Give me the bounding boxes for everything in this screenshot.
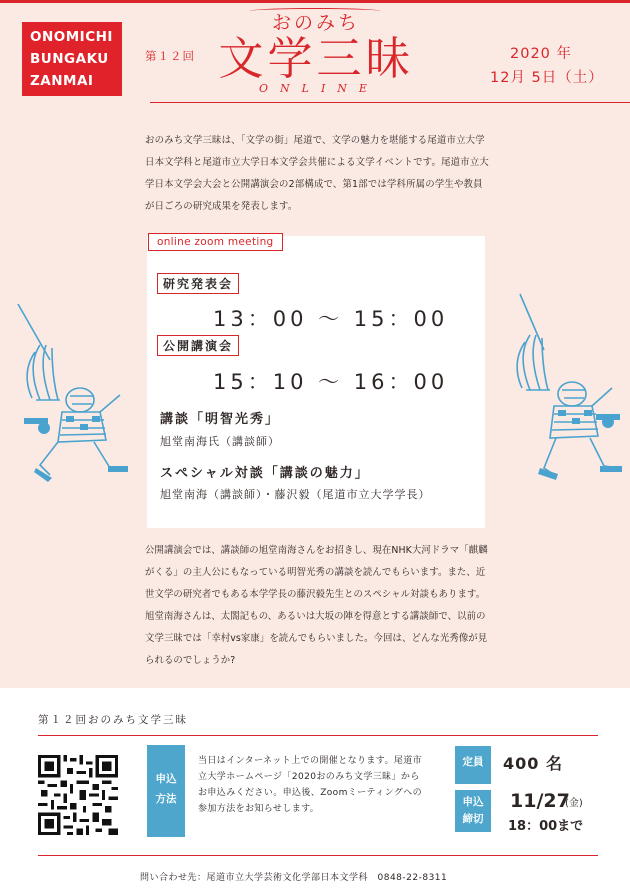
page-title: 文学三昧 (218, 32, 415, 85)
deadline-label (455, 790, 491, 832)
session1-label: 研究発表会 (157, 273, 239, 294)
deadline-time: 18：00まで (508, 819, 584, 834)
logo-line-2: BUNGAKU (30, 51, 109, 67)
session2-time: 15：10 〜 16：00 (213, 370, 449, 394)
online-label: ONLINE (259, 82, 379, 95)
footer-rule-bottom (38, 855, 598, 856)
top-rule (0, 0, 630, 3)
logo-box (22, 22, 122, 96)
qr-code-icon[interactable] (38, 755, 118, 835)
talk1-title: 講談「明智光秀」 (160, 412, 281, 427)
footer-title: 第１２回おのみち文学三昧 (38, 714, 188, 726)
session1-time: 13：00 〜 15：00 (213, 307, 449, 331)
capacity-label: 定員 (455, 746, 491, 784)
header-rule (150, 102, 630, 103)
zoom-meeting-tag: online zoom meeting (148, 233, 283, 251)
apply-method-label (147, 745, 185, 837)
footer-rule (38, 735, 598, 736)
deadline-date: 11/27 (510, 790, 570, 812)
logo-line-3: ZANMAI (30, 73, 94, 89)
capacity-value: 400 名 (503, 754, 563, 773)
samurai-illustration-right (500, 290, 625, 500)
deadline-label-line2: 締切 (462, 813, 484, 825)
deadline-weekday: (金) (565, 798, 583, 809)
talk2-speaker: 旭堂南海（講談師）・藤沢毅（尾道市立大学学長） (160, 488, 431, 501)
apply-label-line2: 方法 (155, 793, 177, 805)
intro-paragraph: おのみち文学三昧は、「文学の街」尾道で、文学の魅力を堪能する尾道市立大学日本文学科と尾道市立大学日本文学会共催による文学イベントです。尾道市立大学日本文学会大会と公開講演会の2部構成で、第1部では学科所属の学生や教員が日ごろの研究成果を発表します。 (145, 135, 489, 212)
apply-label-line1: 申込 (155, 773, 177, 785)
talk1-speaker: 旭堂南海氏（講談師） (160, 435, 280, 448)
event-year: 2020 年 (510, 46, 573, 62)
lecture-description: 公開講演会では、講談師の旭堂南海さんをお招きし、現在NHK大河ドラマ「麒麟がくる」の主人公にもなっている明智光秀の講談を読んでもらいます。また、近世文学の研究者でもある本学学長の藤沢毅先生とのスペシャル対談もあります。旭堂南海さんは、太閤記もの、あるいは大坂の陣を得意とする講談師で、以前の文学三昧では「幸村vs家康」を読んでもらいました。今回は、どんな光秀像が見られるのでしょうか? (145, 545, 488, 666)
title-kana: おのみち (271, 12, 360, 34)
session2-label: 公開講演会 (157, 335, 239, 356)
contact-info: 問い合わせ先：尾道市立大学芸術文化学部日本文学科 0848-22-8311 (140, 873, 448, 883)
deadline-label-line1: 申込 (462, 796, 484, 808)
apply-instructions: 当日はインターネット上での開催となります。尾道市立大学ホームページ「2020おのみち文学三昧」からお申込みください。申込後、Zoomミーティングへの参加方法をお知らせします。 (198, 756, 423, 814)
talk2-title: スペシャル対談「講談の魅力」 (160, 466, 370, 481)
samurai-illustration-left (10, 300, 130, 500)
event-date: 12月 5日（土） (490, 70, 604, 86)
edition-label: 第１２回 (145, 49, 195, 63)
logo-line-1: ONOMICHI (30, 29, 113, 45)
